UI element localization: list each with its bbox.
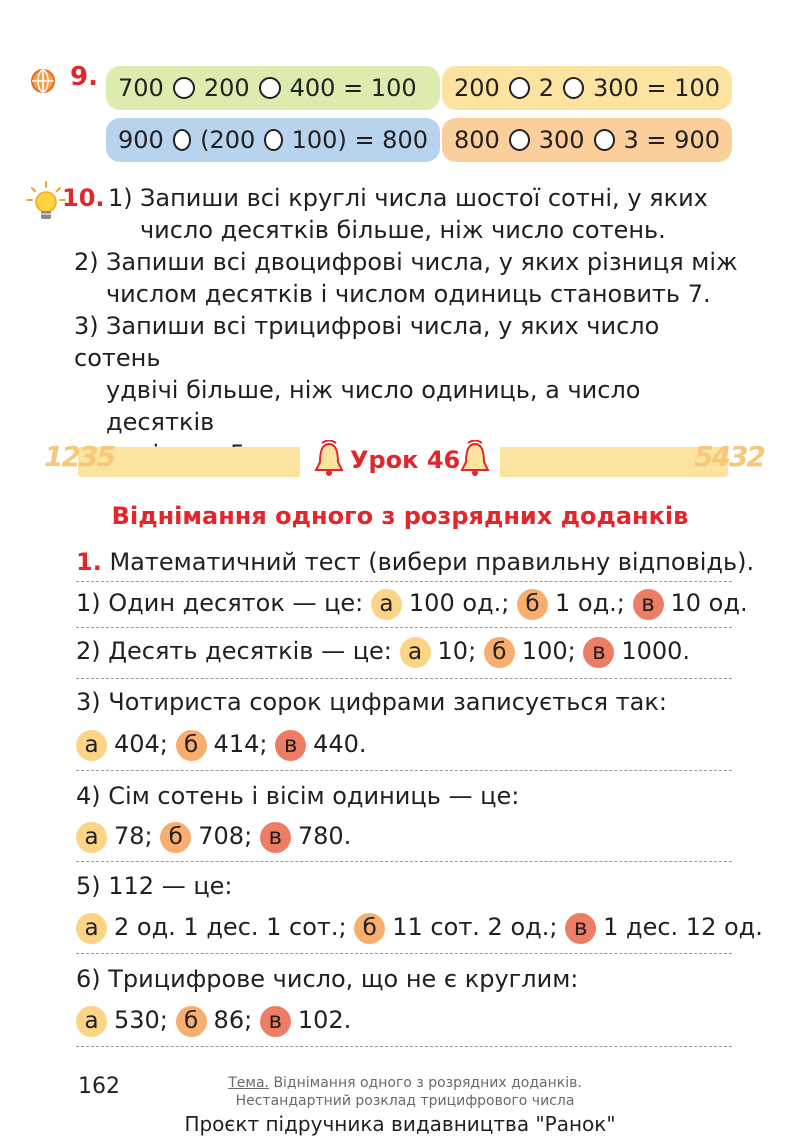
question-3-text — [76, 686, 736, 718]
option-v-text: 1 дес. 12 од. — [603, 913, 763, 941]
option-b-text: 414; — [213, 730, 268, 758]
divider — [76, 581, 732, 582]
divider — [76, 861, 732, 862]
option-v-text: 102. — [297, 1006, 352, 1034]
question-text: 2) Десять десятків — це: — [76, 637, 392, 665]
expression-4-part-1: 800 — [454, 126, 500, 154]
option-a-badge[interactable]: а — [76, 730, 107, 761]
lesson-title: Урок 46 — [350, 446, 461, 474]
test-intro — [76, 546, 755, 578]
option-b-text: 11 сот. 2 од.; — [392, 913, 558, 941]
publisher-note: Проєкт підручника видавництва "Ранок" — [184, 1112, 616, 1136]
bell-icon — [458, 440, 492, 480]
option-a-text: 78; — [114, 822, 153, 850]
task-10-number: 10. — [62, 184, 105, 212]
task-10-item-1 — [108, 182, 738, 246]
operator-slot[interactable] — [509, 77, 530, 99]
item-label: 1) — [108, 184, 133, 212]
option-v-badge[interactable]: в — [565, 913, 596, 944]
question-text: 6) Трицифрове число, що не є круглим: — [76, 965, 579, 993]
option-v-badge[interactable]: в — [583, 637, 614, 668]
divider — [76, 953, 732, 954]
item-text-line: Запиши всі двоцифрові числа, у яких різниця між — [106, 248, 738, 276]
option-b-text: 86; — [213, 1006, 253, 1034]
item-text-line: удвічі більше, ніж число одиниць, а число десятків — [106, 376, 641, 436]
question-6-text — [76, 963, 736, 995]
option-a-text: 530; — [114, 1006, 168, 1034]
bell-icon — [312, 440, 346, 480]
divider — [76, 1046, 732, 1047]
expression-2 — [442, 66, 732, 110]
expression-4-part-3: 3 = 900 — [623, 126, 720, 154]
item-text-line: числом десятків і числом одиниць становить 7. — [106, 280, 711, 308]
question-5-text — [76, 870, 736, 902]
option-a-badge[interactable]: а — [371, 589, 402, 620]
question-4-options — [76, 820, 736, 853]
test-intro-text: Математичний тест (вибери правильну відповідь). — [109, 548, 755, 576]
task-1-number: 1. — [76, 548, 102, 576]
option-v-badge[interactable]: в — [275, 730, 306, 761]
item-label: 2) — [74, 248, 99, 276]
expression-2-part-3: 300 = 100 — [593, 74, 720, 102]
option-b-badge[interactable]: б — [484, 637, 515, 668]
expression-1-part-3: 400 = 100 — [289, 74, 417, 102]
expression-2-part-2: 2 — [538, 74, 555, 102]
item-label: 3) — [74, 312, 99, 340]
option-a-text: 100 од.; — [408, 589, 510, 617]
operator-slot[interactable] — [259, 77, 281, 99]
divider — [76, 770, 732, 771]
operator-slot[interactable] — [563, 77, 584, 99]
item-text-line: число десятків більше, ніж число сотень. — [140, 216, 666, 244]
question-text: 3) Чотириста сорок цифрами записується так: — [76, 688, 667, 716]
expression-3 — [106, 118, 440, 162]
question-text: 5) 112 — це: — [76, 872, 233, 900]
option-v-text: 10 од. — [670, 589, 748, 617]
expression-1 — [106, 66, 440, 110]
divider — [76, 627, 732, 628]
globe-icon — [30, 68, 56, 94]
item-text-line: Запиши всі круглі числа шостої сотні, у яких — [140, 184, 708, 212]
option-b-badge[interactable]: б — [160, 822, 191, 853]
question-6-options — [76, 1004, 736, 1037]
operator-slot[interactable] — [173, 129, 191, 151]
topic-text: Віднімання одного з розрядних доданків. — [273, 1075, 582, 1091]
topic-text-line-2: Нестандартний розклад трицифрового числа — [235, 1093, 575, 1109]
option-b-text: 1 од.; — [554, 589, 625, 617]
operator-slot[interactable] — [173, 77, 195, 99]
option-b-badge[interactable]: б — [176, 730, 207, 761]
option-v-badge[interactable]: в — [633, 589, 664, 620]
question-1 — [76, 587, 748, 620]
operator-slot[interactable] — [509, 129, 530, 151]
decorative-numbers-right: 5432 — [694, 440, 764, 473]
task-9-number: 9. — [70, 62, 98, 92]
expression-2-part-1: 200 — [454, 74, 500, 102]
expression-1-part-2: 200 — [203, 74, 250, 102]
section-title: Віднімання одного з розрядних доданків — [111, 502, 689, 530]
question-2 — [76, 635, 736, 668]
expression-3-part-2: (200 — [200, 126, 256, 154]
expression-1-part-1: 700 — [118, 74, 164, 102]
option-b-text: 100; — [521, 637, 576, 665]
item-text-line: Запиши всі трицифрові числа, у яких число сотень — [74, 312, 660, 372]
task-10-item-2 — [74, 246, 738, 310]
option-v-badge[interactable]: в — [260, 822, 291, 853]
option-v-text: 780. — [297, 822, 352, 850]
page-number: 162 — [78, 1074, 120, 1099]
operator-slot[interactable] — [594, 129, 615, 151]
option-b-badge[interactable]: б — [517, 589, 548, 620]
option-b-badge[interactable]: б — [176, 1006, 207, 1037]
option-b-text: 708; — [198, 822, 253, 850]
option-a-badge[interactable]: а — [76, 1006, 107, 1037]
option-a-badge[interactable]: а — [76, 822, 107, 853]
question-text: 4) Сім сотень і вісім одиниць — це: — [76, 782, 520, 810]
operator-slot[interactable] — [264, 129, 282, 151]
option-a-badge[interactable]: а — [76, 913, 107, 944]
topic-label: Тема. — [228, 1075, 269, 1091]
divider — [76, 678, 732, 679]
option-b-badge[interactable]: б — [354, 913, 385, 944]
option-a-text: 404; — [114, 730, 168, 758]
question-text: 1) Один десяток — це: — [76, 589, 364, 617]
option-a-badge[interactable]: а — [400, 637, 431, 668]
expression-4 — [442, 118, 732, 162]
decorative-numbers-left: 1235 — [44, 440, 114, 473]
option-v-text: 440. — [313, 730, 367, 758]
option-a-text: 2 од. 1 дес. 1 сот.; — [114, 913, 347, 941]
expression-3-part-3: 100) = 800 — [291, 126, 428, 154]
question-5-options — [76, 911, 763, 944]
footer-topic — [150, 1074, 660, 1110]
option-a-text: 10; — [437, 637, 477, 665]
option-v-badge[interactable]: в — [260, 1006, 291, 1037]
option-v-text: 1000. — [621, 637, 691, 665]
expression-4-part-2: 300 — [538, 126, 585, 154]
question-4-text — [76, 780, 736, 812]
expression-3-part-1: 900 — [118, 126, 164, 154]
question-3-options — [76, 728, 736, 761]
